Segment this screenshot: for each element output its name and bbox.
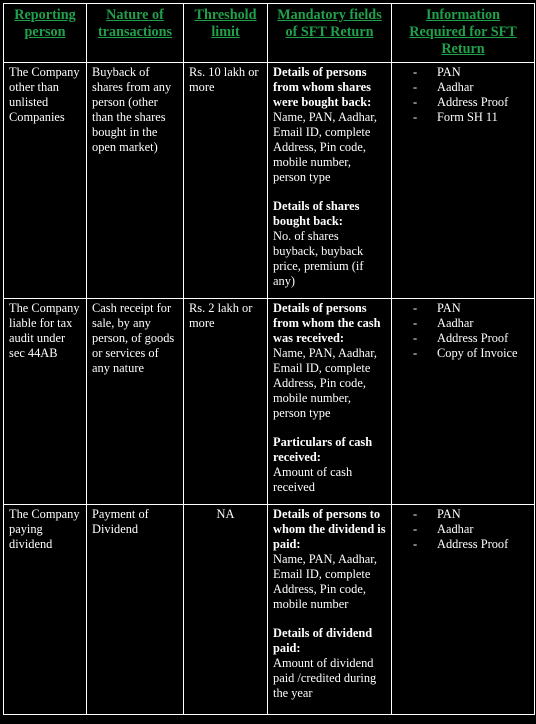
info-item — [397, 65, 529, 80]
header-reporting-person: Reporting person — [4, 4, 87, 63]
mandatory-fields-cell — [268, 63, 392, 299]
header-information-required: Information Required for SFT Return — [392, 4, 535, 63]
dash-marker: - — [413, 522, 418, 536]
section1-text: Name, PAN, Aadhar, Email ID, complete Address, Pin code, mobile number — [273, 552, 378, 611]
table-row — [4, 505, 535, 715]
dash-marker: - — [413, 507, 418, 521]
info-item — [397, 80, 529, 95]
info-item — [397, 316, 529, 331]
section2-heading: Details of shares bought back: — [273, 199, 360, 228]
dash-marker: - — [413, 331, 418, 345]
section2-text: Amount of cash received — [273, 465, 353, 494]
threshold-cell: Rs. 10 lakh or more — [184, 63, 268, 299]
section2-text: Amount of dividend paid /credited during the year — [273, 656, 377, 700]
info-item — [397, 331, 529, 346]
info-item — [397, 537, 529, 552]
section2-heading: Particulars of cash received: — [273, 435, 373, 464]
reporting-person-cell: The Company paying dividend — [4, 505, 87, 715]
information-cell — [392, 299, 535, 505]
info-text: Aadhar — [437, 522, 474, 536]
mandatory-fields-cell — [268, 299, 392, 505]
threshold-cell: NA — [184, 505, 268, 715]
reporting-person-cell: The Company other than unlisted Companies — [4, 63, 87, 299]
dash-marker: - — [413, 346, 418, 360]
info-text: PAN — [437, 301, 461, 315]
info-text: Address Proof — [437, 95, 509, 109]
nature-cell: Cash receipt for sale, by any person, of goods or services of any nature — [87, 299, 184, 505]
table-row — [4, 63, 535, 299]
dash-marker: - — [413, 537, 418, 551]
info-text: Aadhar — [437, 316, 474, 330]
table-row — [4, 299, 535, 505]
info-item — [397, 346, 529, 361]
information-cell — [392, 63, 535, 299]
section1-heading: Details of persons from whom shares were bought back: — [273, 65, 372, 109]
information-cell — [392, 505, 535, 715]
table-header — [4, 4, 535, 63]
info-text: Copy of Invoice — [437, 346, 518, 360]
reporting-person-cell: The Company liable for tax audit under sec 44AB — [4, 299, 87, 505]
header-mandatory-fields: Mandatory fields of SFT Return — [268, 4, 392, 63]
info-text: Form SH 11 — [437, 110, 498, 124]
dash-marker: - — [413, 65, 418, 79]
info-text: Aadhar — [437, 80, 474, 94]
section1-text: Name, PAN, Aadhar, Email ID, complete Address, Pin code, mobile number, person type — [273, 346, 378, 420]
sft-table — [3, 3, 535, 715]
dash-marker: - — [413, 110, 418, 124]
dash-marker: - — [413, 316, 418, 330]
nature-cell: Payment of Dividend — [87, 505, 184, 715]
dash-marker: - — [413, 301, 418, 315]
header-nature-of-transactions: Nature of transactions — [87, 4, 184, 63]
info-item — [397, 95, 529, 110]
info-text: Address Proof — [437, 331, 509, 345]
table-body — [4, 63, 535, 715]
section2-heading: Details of dividend paid: — [273, 626, 373, 655]
info-text: Address Proof — [437, 537, 509, 551]
info-item — [397, 110, 529, 125]
info-list — [397, 301, 529, 361]
dash-marker: - — [413, 80, 418, 94]
info-item — [397, 301, 529, 316]
header-threshold-limit: Threshold limit — [184, 4, 268, 63]
info-list — [397, 65, 529, 125]
info-text: PAN — [437, 65, 461, 79]
section1-text: Name, PAN, Aadhar, Email ID, complete Address, Pin code, mobile number, person type — [273, 110, 378, 184]
header-row — [4, 4, 535, 63]
section2-text: No. of shares buyback, buyback price, premium (if any) — [273, 229, 364, 288]
info-item — [397, 522, 529, 537]
info-item — [397, 507, 529, 522]
section1-heading: Details of persons from whom the cash was received: — [273, 301, 381, 345]
mandatory-fields-cell — [268, 505, 392, 715]
threshold-cell: Rs. 2 lakh or more — [184, 299, 268, 505]
info-text: PAN — [437, 507, 461, 521]
info-list — [397, 507, 529, 552]
nature-cell: Buyback of shares from any person (other than the shares bought in the open market) — [87, 63, 184, 299]
section1-heading: Details of persons to whom the dividend is paid: — [273, 507, 386, 551]
dash-marker: - — [413, 95, 418, 109]
